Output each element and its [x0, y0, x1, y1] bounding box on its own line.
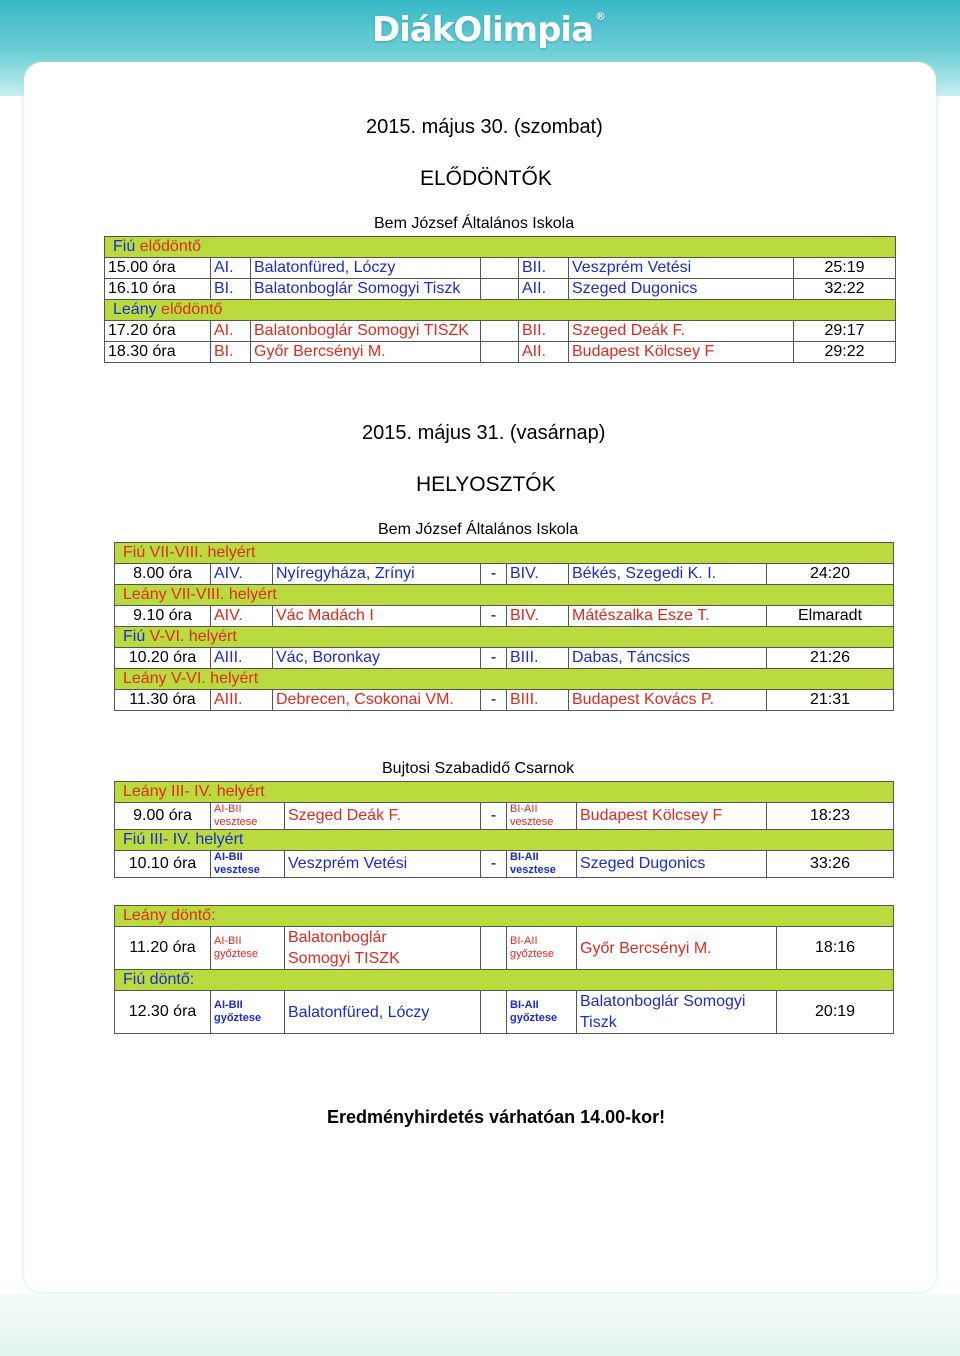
table-row: 17.20 óra AI. Balatonboglár Somogyi TISZK BII. Szeged Deák F. 29:17 — [105, 321, 896, 342]
day2-venue: Bem József Általános Iskola — [378, 521, 579, 538]
category-row: Leány döntő: — [115, 906, 894, 927]
table-row: 12.30 óra AI-BII győztese Balatonfüred, Lóczy BI-AII győztese Balatonboglár Somogyi Tiszk 20:19 — [115, 991, 894, 1034]
results-announcement: Eredményhirdetés várhatóan 14.00-kor! — [327, 1107, 666, 1127]
bujtosi-table — [114, 781, 894, 878]
table-row: 9.00 óra AI-BII vesztese Szeged Deák F. - BI-AII vesztese Budapest Kölcsey F 18:23 — [115, 803, 894, 830]
table-row: 10.10 óra AI-BII vesztese Veszprém Vetési - BI-AII vesztese Szeged Dugonics 33:26 — [115, 851, 894, 878]
table-row: 8.00 óra AIV. Nyíregyháza, Zrínyi - BIV. Békés, Szegedi K. I. 24:20 — [115, 564, 894, 585]
category-row: Fiú III- IV. helyért — [115, 830, 894, 851]
footer-band — [0, 1294, 960, 1356]
table-row: 9.10 óra AIV. Vác Madách I - BIV. Mátészalka Esze T. Elmaradt — [115, 606, 894, 627]
table-row: 18.30 óra BI. Győr Bercsényi M. AII. Budapest Kölcsey F 29:22 — [105, 342, 896, 363]
table-row: 16.10 óra BI. Balatonboglár Somogyi Tiszk AII. Szeged Dugonics 32:22 — [105, 279, 896, 300]
table-row: 10.20 óra AIII. Vác, Boronkay - BIII. Dabas, Táncsics 21:26 — [115, 648, 894, 669]
table-row: 15.00 óra AI. Balatonfüred, Lóczy BII. Veszprém Vetési 25:19 — [105, 258, 896, 279]
category-row: Leány III- IV. helyért — [115, 782, 894, 803]
category-row: Leány VII-VIII. helyért — [115, 585, 894, 606]
finals-table — [114, 905, 894, 1034]
bujtosi-venue: Bujtosi Szabadidő Csarnok — [382, 760, 575, 777]
category-row: Leány elődöntő — [105, 300, 896, 321]
day1-date: 2015. május 30. (szombat) — [366, 116, 603, 138]
day1-table — [104, 236, 896, 363]
category-row: Leány V-VI. helyért — [115, 669, 894, 690]
category-row: Fiú VII-VIII. helyért — [115, 543, 894, 564]
day1-title: ELŐDÖNTŐK — [420, 167, 552, 190]
day2-title: HELYOSZTÓK — [416, 473, 556, 496]
day2-table — [114, 542, 894, 711]
table-row: 11.30 óra AIII. Debrecen, Csokonai VM. - BIII. Budapest Kovács P. 21:31 — [115, 690, 894, 711]
diakolimpia-logo: DiákOlimpia ® — [372, 10, 606, 50]
day1-venue: Bem József Általános Iskola — [374, 215, 575, 232]
category-row: Fiú elődöntő — [105, 237, 896, 258]
category-row: Fiú V-VI. helyért — [115, 627, 894, 648]
day2-date: 2015. május 31. (vasárnap) — [362, 422, 606, 444]
category-row: Fiú döntő: — [115, 970, 894, 991]
table-row: 11.20 óra AI-BII győztese Balatonboglár Somogyi TISZK BI-AII győztese Győr Bercsényi M. 18:16 — [115, 927, 894, 970]
